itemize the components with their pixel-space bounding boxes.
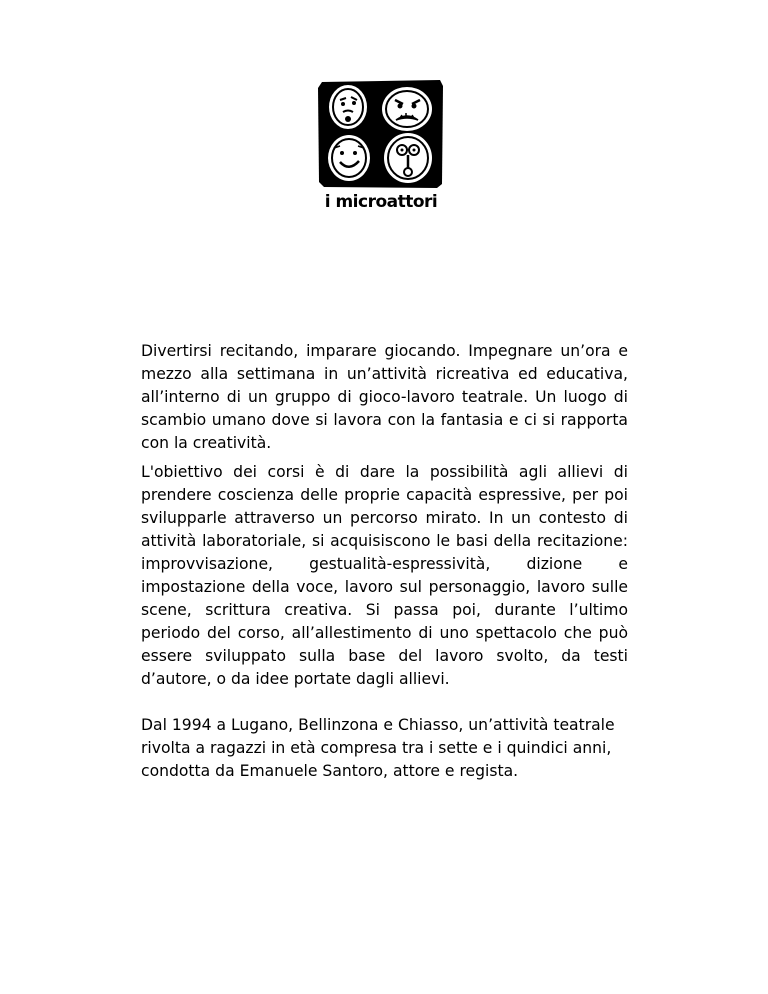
faces-logo-icon: [316, 78, 446, 190]
paragraph-intro: Divertirsi recitando, imparare giocando. Impegnare un’ora e mezzo alla settimana in un’attività ricreativa ed educativa, all’interno di un gruppo di gioco-lavoro teatrale. Un luogo di scambio umano dove si lavora con la fantasia e ci si rapporta con la creatività.: [141, 342, 628, 452]
logo-wordmark: i microattori: [324, 192, 438, 212]
paragraph-objectives: L'obiettivo dei corsi è di dare la possibilità agli allievi di prendere coscienza delle proprie capacità espressive, per poi svilupparle attraverso un percorso mirato. In un contesto di attività laboratoriale, si acquisiscono le basi della recitazione: improvvisazione, gestualità-espressività, dizione e impostazione della voce, lavoro sul personaggio, lavoro sulle scene, scrittura creativa. Si passa poi, durante l’ultimo periodo del corso, all’allestimento di uno spettacolo che può essere sviluppato sulla base del lavoro svolto, da testi d’autore, o da idee portate dagli allievi.: [141, 463, 628, 688]
face-top-left-icon: [329, 85, 367, 129]
document-body: [141, 340, 628, 783]
face-top-right-icon: [382, 87, 432, 131]
paragraph-history: Dal 1994 a Lugano, Bellinzona e Chiasso, un’attività teatrale rivolta a ragazzi in età compresa tra i sette e i quindici anni, condotta da Emanuele Santoro, attore e regista.: [141, 716, 615, 780]
face-bottom-left-icon: [328, 135, 370, 181]
microattori-logo: [316, 78, 446, 228]
face-bottom-right-icon: [384, 133, 432, 183]
